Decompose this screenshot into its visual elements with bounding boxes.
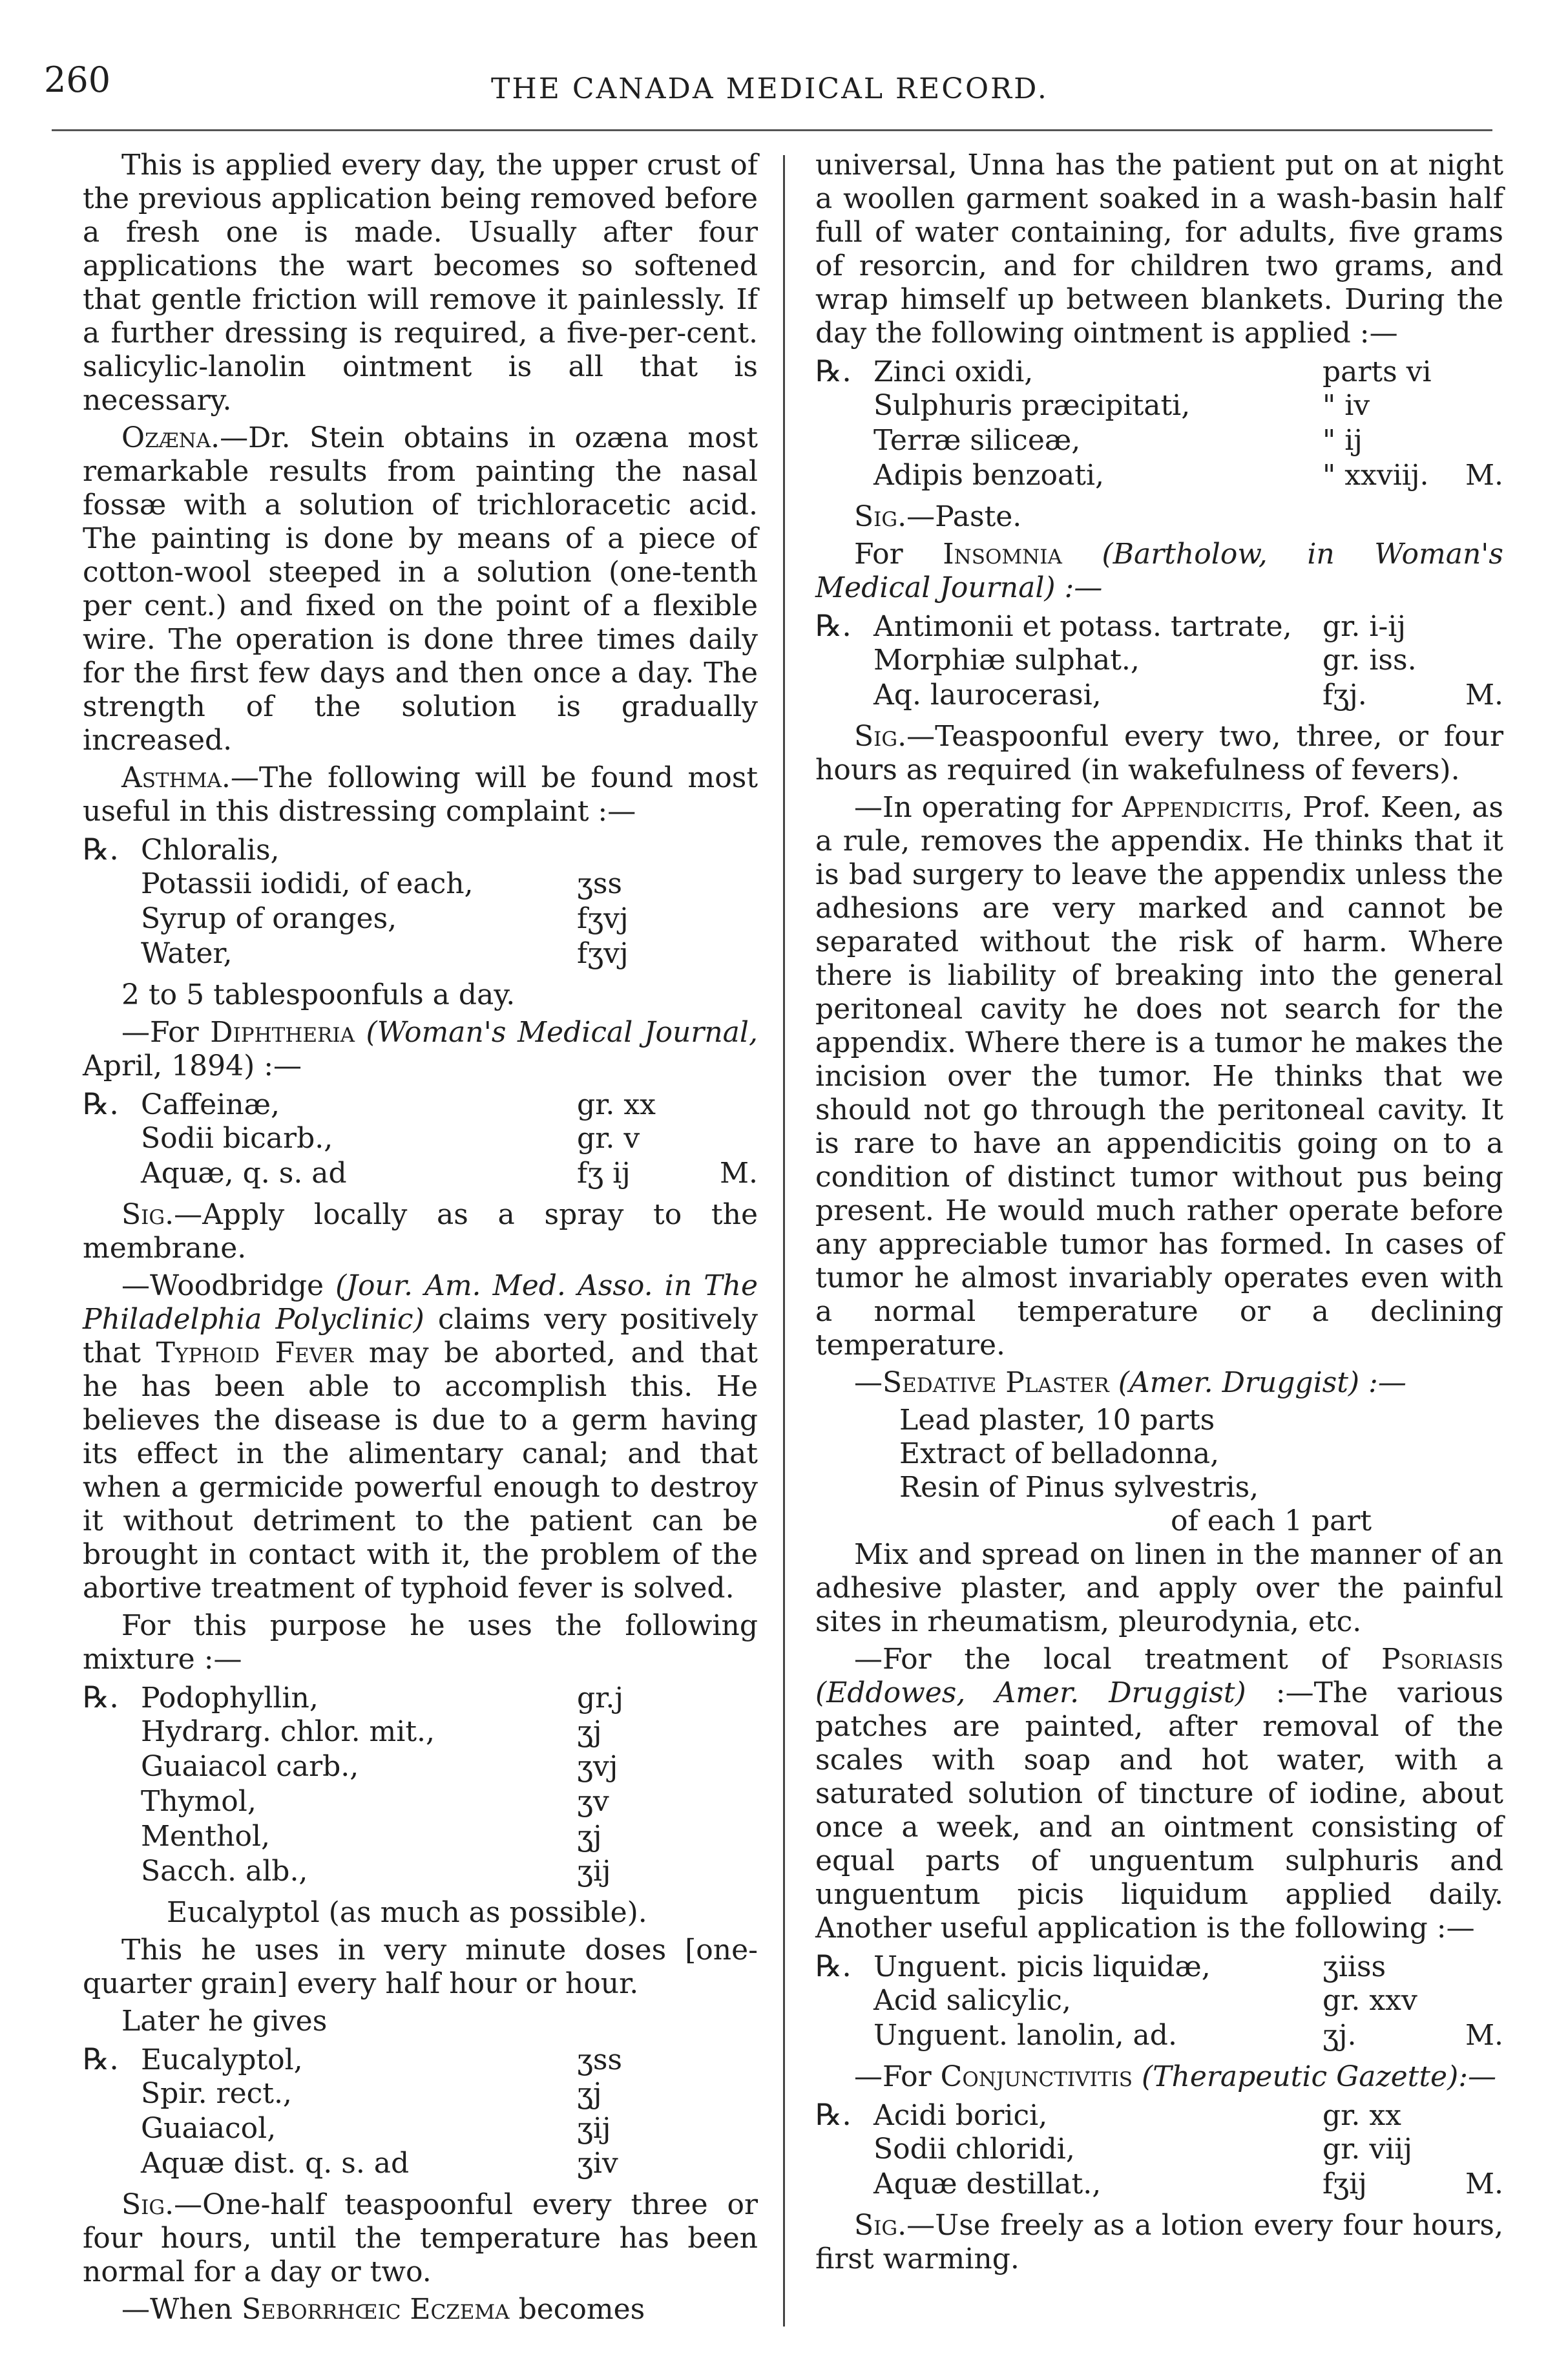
rx-ingredient: Potassii iodidi, of each, [141,867,474,900]
rx-ingredient: Thymol, [141,1785,256,1818]
rx-ingredient: Aquæ, q. s. ad [141,1157,347,1190]
rx-symbol: ℞. [83,1680,119,1715]
rx-row [83,1785,758,1820]
journal-title: THE CANADA MEDICAL RECORD. [491,72,1049,105]
rx-row [83,1820,758,1855]
plaster-line: Resin of Pinus sylvestris, [899,1471,1259,1504]
rx-ingredient: Chloralis, [141,834,280,867]
ozaena-paragraph [83,421,758,757]
sig-text: —One-half teaspoonful every three or four hours, until the temperature has been normal for a day or two. [83,2188,758,2288]
plaster-ingredients [899,1404,1503,1538]
mixture-eucalyptol: Eucalyptol (as much as possible). [167,1896,647,1929]
rx-quantity: ʒvj [577,1750,618,1783]
rx-quantity: gr. xxv [1322,1984,1417,2017]
seborrhoeic-post: becomes [518,2293,645,2326]
insomnia-paragraph [815,538,1503,605]
appendicitis-paragraph [815,791,1503,1362]
psoriasis-prefix: —For the local treatment of [854,1643,1349,1676]
rx-ingredient: Syrup of oranges, [141,902,397,935]
running-head [0,0,1568,129]
rx-quantity: gr. xx [577,1088,656,1121]
rx-row [815,1984,1503,2019]
rx-row [83,902,758,937]
psoriasis-text: :—The various patches are painted, after removal of the scales with soap and hot water, with a saturated solution of tincture of iodine, about once a week, and an ointment consisting of equal parts of unguentum sulphuris and unguentum picis liquidum applied daily. Another useful application is the following :— [815,1676,1503,1945]
rx-quantity: ʒj [577,1820,602,1853]
rx-row [83,1855,758,1890]
diphtheria-date: April, 1894) :— [83,1050,302,1082]
rx-row [83,1087,758,1122]
sig-text: —Use freely as a lotion every four hours, first warming. [815,2209,1503,2275]
rx-quantity: ʒiiss [1322,1950,1386,1983]
insomnia-heading: Insomnia [943,538,1062,571]
header-rule [52,129,1492,131]
rx-row [83,1157,758,1192]
conjunctivitis-paragraph [815,2060,1503,2094]
rx-quantity: gr. viij [1322,2133,1412,2166]
rx-quantity: ʒij [577,1855,611,1888]
sig-label: Sig. [854,720,907,753]
diphtheria-source: (Woman's Medical Journal, [366,1016,758,1049]
typhoid-heading: Typhoid Fever [156,1336,354,1369]
rx-ingredient: Eucalyptol, [141,2043,303,2076]
rx-quantity: ʒj [577,1715,602,1748]
mixture-use: This he uses in very minute doses [one-quarter grain] every half hour or hour. [83,1934,758,2000]
rx-mix-mark: M. [1465,459,1503,492]
rx-ingredient: Aquæ destillat., [873,2168,1102,2200]
diphtheria-heading: Diphtheria [210,1016,355,1049]
rx-row [815,2133,1503,2168]
rx-row [815,644,1503,679]
rx-quantity: gr.j [577,1682,623,1715]
rx-quantity: ʒij [577,2112,611,2145]
rx-row [815,424,1503,459]
seborrhoeic-continuation: universal, Unna has the patient put on at night a woollen garment soaked in a wash-basin half full of water containing, for adults, five grams of resorcin, and for children two grams, and wrap himself up between blankets. During the day the following ointment is applied :— [815,149,1503,350]
later-prescription [83,2042,758,2182]
psoriasis-paragraph [815,1643,1503,1945]
rx-quantity: ʒss [577,867,622,900]
rx-row [815,679,1503,713]
mixture-prescription [83,1680,758,1890]
typhoid-paragraph [83,1269,758,1605]
conjunctivitis-prescription [815,2098,1503,2202]
rx-ingredient: Antimonii et potass. tartrate, [873,610,1292,643]
rx-row [815,459,1503,494]
rx-ingredient: Sodii bicarb., [141,1122,333,1155]
rx-row [815,2019,1503,2054]
left-column [83,149,758,2330]
insomnia-sig [815,720,1503,787]
typhoid-source: (Jour. Am. Med. Asso. in The Philadelphia Polyclinic) [83,1269,758,1336]
later-sig [83,2188,758,2289]
typhoid-mid: claims very positively that [83,1303,758,1369]
rx-row [815,2168,1503,2202]
mixture-intro: For this purpose he uses the following mixture :— [83,1609,758,1676]
plaster-source: (Amer. Druggist) :— [1118,1366,1406,1399]
rx-row [83,2042,758,2077]
rx-row [83,1750,758,1785]
sig-label: Sig. [121,2188,174,2221]
appendicitis-heading: Appendicitis [1122,791,1284,824]
plaster-line: Lead plaster, 10 parts [899,1404,1215,1437]
rx-row [83,1715,758,1750]
sig-text: —Apply locally as a spray to the membrane. [83,1198,758,1265]
appendicitis-prefix: —In operating for [854,791,1113,824]
asthma-dose: 2 to 5 tablespoonfuls a day. [121,978,516,1011]
rx-quantity: parts vi [1322,355,1432,388]
rx-ingredient: Acidi borici, [873,2099,1048,2132]
sig-label: Sig. [854,500,907,533]
plaster-prefix: — [854,1366,883,1399]
seborrhoeic-intro [83,2293,758,2327]
rx-quantity: fʒj. [1322,679,1367,712]
insomnia-prefix: For [854,538,903,571]
plaster-heading-line [815,1366,1503,1400]
rx-row [83,1680,758,1715]
rx-quantity: " ij [1322,424,1363,457]
rx-row [83,1122,758,1157]
rx-ingredient: Unguent. lanolin, ad. [873,2019,1177,2052]
plaster-line: of each 1 part [1171,1504,1372,1537]
rx-row [815,389,1503,424]
rx-quantity: ʒiv [577,2147,618,2180]
diphtheria-prescription [83,1087,758,1192]
rx-row [815,609,1503,644]
rx-row [83,832,758,867]
page-number: 260 [44,59,111,100]
rx-ingredient: Guaiacol, [141,2112,277,2145]
diphtheria-prefix: —For [121,1016,199,1049]
later-intro: Later he gives [121,2005,328,2038]
psoriasis-prescription [815,1949,1503,2054]
rx-quantity: gr. xx [1322,2099,1401,2132]
rx-ingredient: Hydrarg. chlor. mit., [141,1715,435,1748]
rx-ingredient: Sodii chloridi, [873,2133,1075,2166]
rx-ingredient: Menthol, [141,1820,270,1853]
rx-symbol: ℞. [815,608,852,643]
sig-label: Sig. [121,1198,174,1231]
ozaena-text: —Dr. Stein obtains in ozæna most remarkable results from painting the nasal fossæ with a solution of trichloracetic acid. The painting is done by means of a piece of cotton-wool steeped in a solution (one-tenth per cent.) and fixed on the point of a flexible wire. The operation is done three times daily for the first few days and then once a day. The strength of the solution is gradually increased. [83,421,758,757]
rx-symbol: ℞. [815,2097,852,2132]
asthma-heading: Asthma. [121,761,231,794]
seborrhoeic-sig [815,500,1503,534]
rx-quantity: gr. v [577,1122,640,1155]
rx-quantity: ʒv [577,1785,609,1818]
rx-row [83,937,758,972]
rx-quantity: gr. iss. [1322,644,1417,677]
rx-mix-mark: M. [1465,679,1503,712]
wart-paragraph: This is applied every day, the upper crust of the previous application being removed before a fresh one is made. Usually after four applications the wart becomes so softened that gentle friction will remove it painlessly. If a further dressing is required, a five-per-cent. salicylic-lanolin ointment is all that is necessary. [83,149,758,417]
rx-symbol: ℞. [83,1086,119,1121]
ozaena-heading: Ozæna. [121,421,220,454]
rx-quantity: ʒj [577,2077,602,2110]
seborrhoeic-prefix: —When [121,2293,233,2326]
conjunctivitis-prefix: —For [854,2060,932,2093]
rx-ingredient: Terræ siliceæ, [873,424,1081,457]
rx-symbol: ℞. [815,353,852,388]
typhoid-prefix: —Woodbridge [121,1269,324,1302]
rx-quantity: ʒj. [1322,2019,1357,2052]
rx-mix-mark: M. [719,1157,758,1190]
conjunctivitis-heading: Conjunctivitis [940,2060,1133,2093]
rx-quantity: fʒij [1322,2168,1367,2200]
rx-ingredient: Caffeinæ, [141,1088,280,1121]
sig-label: Sig. [854,2209,907,2242]
rx-quantity: gr. i-ij [1322,610,1406,643]
rx-ingredient: Acid salicylic, [873,1984,1071,2017]
rx-ingredient: Zinci oxidi, [873,355,1034,388]
rx-ingredient: Adipis benzoati, [873,459,1105,492]
rx-row [83,2147,758,2182]
rx-ingredient: Podophyllin, [141,1682,319,1715]
rx-ingredient: Sacch. alb., [141,1855,308,1888]
rx-ingredient: Spir. rect., [141,2077,292,2110]
rx-ingredient: Sulphuris præcipitati, [873,389,1191,422]
appendicitis-text: , Prof. Keen, as a rule, removes the appendix. He thinks that it is bad surgery to leave the appendix unless the adhesions are very marked and cannot be separated without the risk of harm. Where there is liability of breaking into the general peritoneal cavity he does not search for the appendix. Where there is a tumor he makes the incision over the tumor. He thinks that we should not go through the peritoneal cavity. It is rare to have an appendicitis going on to a condition of distinct tumor without pus being present. He would much rather operate before any appreciable tumor has formed. In cases of tumor he almost invariably operates even with a normal temperature or a declining temperature. [815,791,1504,1362]
rx-symbol: ℞. [815,1948,852,1983]
rx-row [815,2098,1503,2133]
rx-quantity: ʒss [577,2043,622,2076]
plaster-line: Extract of belladonna, [899,1437,1220,1470]
rx-ingredient: Guaiacol carb., [141,1750,359,1783]
seborrhoeic-heading: Seborrhœic Eczema [241,2293,510,2326]
diphtheria-paragraph [83,1016,758,1083]
rx-ingredient: Aquæ dist. q. s. ad [141,2147,410,2180]
psoriasis-source: (Eddowes, Amer. Druggist) [815,1676,1246,1709]
seborrhoeic-prescription [815,354,1503,494]
typhoid-text: may be aborted, and that he has been able to accomplish this. He believes the disease is due to a germ having its effect in the alimentary canal; and that when a germicide powerful enough to destroy it without detriment to the patient can be brought in contact with it, the problem of the abortive treatment of typhoid fever is solved. [83,1336,758,1605]
rx-row [83,867,758,902]
rx-symbol: ℞. [83,2042,119,2076]
rx-row [815,354,1503,389]
rx-quantity: fʒ ij [577,1157,631,1190]
insomnia-source: (Bartholow, in Woman's Medical Journal) :— [815,538,1503,604]
rx-ingredient: Water, [141,937,233,970]
rx-row [815,1949,1503,1984]
conjunctivitis-sig [815,2209,1503,2276]
right-column [815,149,1503,2280]
sig-text: —Teaspoonful every two, three, or four hours as required (in wakefulness of fevers). [815,720,1503,786]
rx-ingredient: Morphiæ sulphat., [873,644,1140,677]
psoriasis-heading: Psoriasis [1381,1643,1503,1676]
rx-ingredient: Aq. laurocerasi, [873,679,1102,712]
rx-mix-mark: M. [1465,2168,1503,2200]
plaster-text: Mix and spread on linen in the manner of an adhesive plaster, and apply over the painful sites in rheumatism, pleurodynia, etc. [815,1538,1503,1638]
plaster-heading: Sedative Plaster [883,1366,1109,1399]
sig-text: —Paste. [906,500,1022,533]
rx-ingredient: Unguent. picis liquidæ, [873,1950,1211,1983]
rx-row [83,2112,758,2147]
conjunctivitis-source: (Therapeutic Gazette):— [1141,2060,1497,2093]
rx-quantity: fʒvj [577,902,629,935]
asthma-prescription [83,832,758,972]
rx-quantity: " iv [1322,389,1370,422]
rx-mix-mark: M. [1465,2019,1503,2052]
asthma-text: —The following will be found most useful in this distressing complaint :— [83,761,758,828]
rx-symbol: ℞. [83,832,119,867]
column-divider [783,155,785,2327]
rx-row [83,2077,758,2112]
asthma-paragraph [83,761,758,828]
diphtheria-sig [83,1198,758,1265]
insomnia-prescription [815,609,1503,713]
rx-quantity: " xxviij. [1322,459,1429,492]
rx-quantity: fʒvj [577,937,629,970]
